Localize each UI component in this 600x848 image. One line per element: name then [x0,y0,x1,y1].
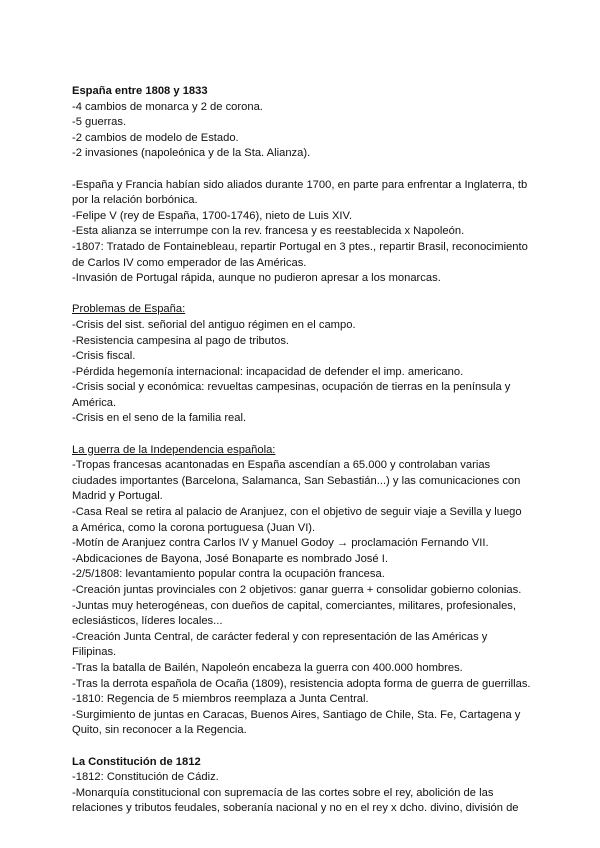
text-line: -Abdicaciones de Bayona, José Bonaparte es nombrado José I. [72,552,388,565]
text-line: -Juntas muy heterogéneas, con dueños de capital, comerciantes, militares, profesionales, eclesiásticos, líderes locales... [72,599,517,628]
text-line: -Felipe V (rey de España, 1700-1746), nieto de Luis XIV. [72,209,353,222]
text-line: -España y Francia habían sido aliados durante 1700, en parte para enfrentar a Inglaterra, tb por la relación borbónica. [72,178,528,207]
text-line: -Crisis del sist. señorial del antiguo régimen en el campo. [72,318,356,331]
text-line: -1810: Regencia de 5 miembros reemplaza a Junta Central. [72,693,369,706]
text-line: -Pérdida hegemonía internacional: incapacidad de defender el imp. americano. [72,365,464,378]
paragraph-gap [72,427,528,443]
paragraph-gap [72,287,528,303]
text-line: -Tropas francesas acantonadas en España ascendían a 65.000 y controlaban varias ciudades importantes (Barcelona, Salamanca, San Sebastián...) y las comunicaciones con Madrid y Portugal. [72,459,521,503]
text-line: -Crisis social y económica: revueltas campesinas, ocupación de tierras en la península y América. [72,381,511,409]
text-line: -Crisis fiscal. [72,350,136,363]
text-line: -2 cambios de modelo de Estado. [72,131,239,144]
text-line: -Surgimiento de juntas en Caracas, Buenos Aires, Santiago de Chile, Sta. Fe, Cartagena y Quito, sin reconocer a la Regencia. [72,708,521,737]
text-line: -Resistencia campesina al pago de tributos. [72,334,290,347]
text-line: -Motín de Aranjuez contra Carlos IV y Manuel Godoy → proclamación Fernando VII. [72,537,489,550]
text-line: -5 guerras. [72,116,127,129]
text-line: -Tras la batalla de Bailén, Napoleón encabeza la guerra con 400.000 hombres. [72,661,463,674]
text-line: -Monarquía constitucional con supremacía de las cortes sobre el rey, abolición de las relaciones y tributos feudales, soberanía nacional y no en el rey x dcho. divino, división de [72,786,519,815]
text-line: -Creación juntas provinciales con 2 objetivos: ganar guerra + consolidar gobierno colonias. [72,584,522,596]
text-line: -Invasión de Portugal rápida, aunque no pudieron apresar a los monarcas. [72,272,441,285]
text-line: -2 invasiones (napoleónica y de la Sta. Alianza). [72,147,311,160]
text-line: -Creación Junta Central, de carácter federal y con representación de las Américas y Filipinas. [72,630,488,659]
text-line: -4 cambios de monarca y 2 de corona. [72,100,263,113]
paragraph-gap [72,162,528,178]
document-page [72,84,531,817]
text-line: -Tras la derrota española de Ocaña (1809), resistencia adopta forma de guerra de guerrillas. [72,677,531,690]
text-line: -2/5/1808: levantamiento popular contra la ocupación francesa. [72,568,385,581]
section-title-espana-1808-1833: España entre 1808 y 1833 [72,85,208,97]
text-line: -Casa Real se retira al palacio de Aranjuez, con el objetivo de seguir viaje a Sevilla y luego a América, como la corona portuguesa (Juan VI). [72,506,522,534]
section-heading-guerra-independencia: La guerra de la Independencia española: [72,443,276,456]
text-line: -1807: Tratado de Fontainebleau, repartir Portugal en 3 ptes., repartir Brasil, reconocimiento de Carlos IV como emperador de las Américas. [72,240,528,269]
text-line: -Crisis en el seno de la familia real. [72,412,247,425]
section-heading-problemas: Problemas de España: [72,303,186,316]
text-line: -1812: Constitución de Cádiz. [72,771,219,784]
section-title-constitucion-1812: La Constitución de 1812 [72,755,201,768]
paragraph-gap [72,739,528,755]
text-line: -Esta alianza se interrumpe con la rev. francesa y es reestablecida x Napoleón. [72,225,465,238]
